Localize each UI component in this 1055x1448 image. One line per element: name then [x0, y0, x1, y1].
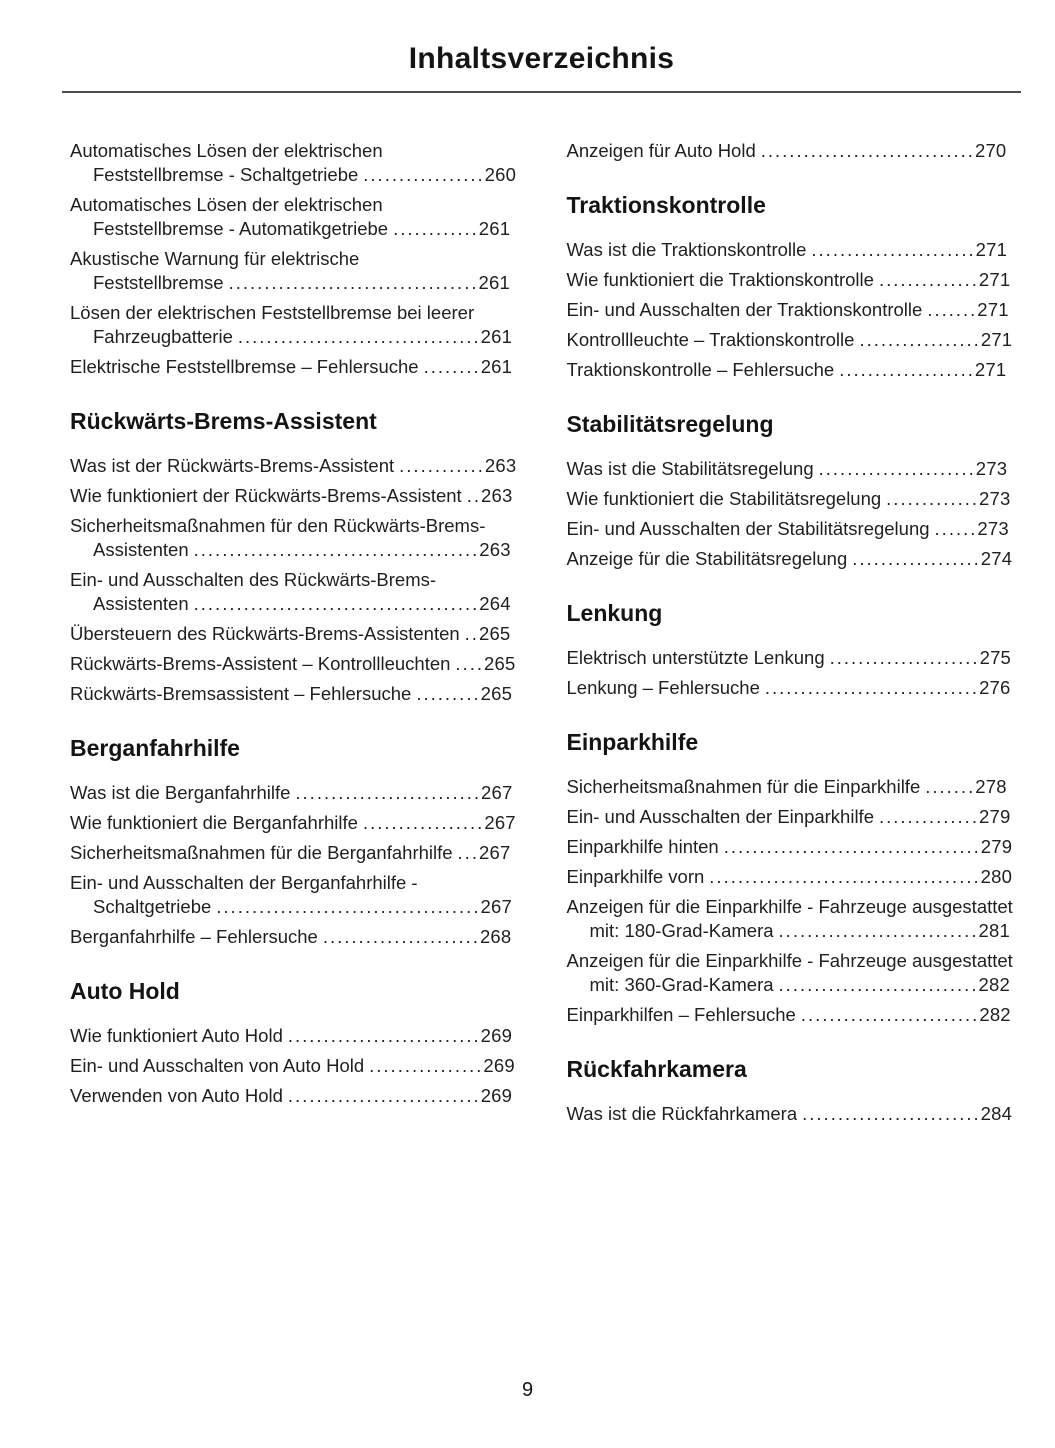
entry-title: Lenkung – Fehlersuche [566, 677, 760, 698]
entry-page: 271 [978, 269, 1011, 290]
toc-entry [567, 895, 1014, 943]
dot-leader: .......................... [295, 782, 482, 803]
dot-leader: ...... [934, 518, 978, 539]
dot-leader: ................. [363, 164, 485, 185]
entry-title: Traktionskontrolle – Fehlersuche [566, 359, 835, 380]
toc-entry [567, 238, 1014, 262]
toc-entry [70, 1084, 517, 1108]
entry-page: 261 [478, 218, 511, 239]
toc-entry [70, 841, 517, 865]
entry-title: Ein- und Ausschalten der Traktionskontrolle [566, 299, 923, 320]
entry-page: 270 [974, 140, 1007, 161]
entry-page: 273 [977, 518, 1009, 539]
entry-page: 265 [483, 653, 516, 674]
toc-entry [567, 676, 1014, 700]
toc-entry [567, 949, 1014, 997]
entry-title: Ein- und Ausschalten der Einparkhilfe [566, 806, 874, 827]
entry-page: 274 [980, 548, 1013, 569]
dot-leader: .................. [852, 548, 981, 569]
dot-leader: ............. [886, 488, 979, 509]
dot-leader: ............ [399, 455, 485, 476]
toc-entry [70, 193, 517, 241]
toc-entry [70, 1054, 517, 1078]
entry-page: 269 [480, 1085, 513, 1106]
entry-page: 278 [975, 776, 1007, 797]
entry-page: 267 [484, 812, 516, 833]
entry-page: 271 [977, 299, 1009, 320]
dot-leader: ...................................... [709, 866, 981, 887]
entry-page: 281 [978, 920, 1010, 941]
entry-page: 280 [980, 866, 1013, 887]
entry-page: 263 [479, 539, 511, 560]
dot-leader: ................. [859, 329, 981, 350]
entry-page: 269 [480, 1025, 513, 1046]
entry-title: Einparkhilfen – Fehlersuche [566, 1004, 796, 1025]
entry-page: 284 [980, 1103, 1013, 1124]
toc-entry [70, 139, 517, 187]
entry-page: 265 [478, 623, 511, 644]
entry-page: 271 [980, 329, 1013, 350]
dot-leader: ...................... [818, 458, 976, 479]
dot-leader: ..................................... [216, 896, 481, 917]
entry-page: 282 [978, 974, 1010, 995]
entry-page: 276 [979, 677, 1011, 698]
toc-entry [567, 487, 1014, 511]
toc-entry [70, 811, 517, 835]
entry-title: Ein- und Ausschalten der Berganfahrhilfe - Schaltgetriebe [70, 872, 418, 917]
entry-page: 279 [978, 806, 1011, 827]
dot-leader: ... [457, 842, 479, 863]
entry-page: 269 [483, 1055, 515, 1076]
entry-title: Elektrisch unterstützte Lenkung [566, 647, 825, 668]
entry-title: Wie funktioniert die Stabilitätsregelung [566, 488, 882, 509]
toc-entry [70, 652, 517, 676]
dot-leader: .............................. [764, 677, 980, 698]
toc-entry [567, 328, 1014, 352]
entry-title: Einparkhilfe hinten [566, 836, 719, 857]
entry-title: Elektrische Feststellbremse – Fehlersuche [70, 356, 419, 377]
entry-page: 273 [975, 458, 1008, 479]
toc-entry [567, 865, 1014, 889]
dot-leader: ........................... [287, 1025, 481, 1046]
toc-entry [567, 805, 1014, 829]
section-heading: Stabilitätsregelung [566, 411, 774, 437]
entry-page: 282 [979, 1004, 1011, 1025]
toc-entry [567, 835, 1014, 859]
entry-title: Anzeigen für die Einparkhilfe - Fahrzeuge ausgestattet mit: 360-Grad-Kamera [566, 950, 1013, 995]
entry-title: Rückwärts-Bremsassistent – Fehlersuche [70, 683, 412, 704]
toc-entry [567, 298, 1014, 322]
dot-leader: ........................................ [193, 539, 480, 560]
toc-entry [70, 682, 517, 706]
dot-leader: ................ [369, 1055, 484, 1076]
page-title: Inhaltsverzeichnis [408, 42, 675, 75]
entry-title: Ein- und Ausschalten von Auto Hold [70, 1055, 365, 1076]
section-heading: Einparkhilfe [566, 729, 699, 755]
entry-page: 267 [481, 782, 513, 803]
section-heading: Berganfahrhilfe [70, 735, 240, 761]
dot-leader: ........................... [287, 1085, 481, 1106]
title-divider [62, 91, 1021, 93]
entry-title: Anzeigen für Auto Hold [566, 140, 756, 161]
entry-page: 264 [479, 593, 511, 614]
toc-entry [70, 871, 517, 919]
toc-entry [567, 457, 1014, 481]
dot-leader: ................. [362, 812, 485, 833]
toc-entry [567, 775, 1014, 799]
toc-entry [70, 1024, 517, 1048]
dot-leader: .............. [878, 269, 979, 290]
entry-title: Sicherheitsmaßnahmen für die Berganfahrhilfe [70, 842, 453, 863]
entry-page: 267 [478, 842, 511, 863]
section-heading: Rückfahrkamera [566, 1056, 747, 1082]
entry-title: Sicherheitsmaßnahmen für den Rückwärts-Brems-Assistenten [70, 515, 486, 560]
entry-title: Wie funktioniert der Rückwärts-Brems-Assistent [70, 485, 462, 506]
toc-column-left [70, 139, 517, 1132]
toc-entry [70, 622, 517, 646]
entry-title: Anzeigen für die Einparkhilfe - Fahrzeuge ausgestattet mit: 180-Grad-Kamera [566, 896, 1013, 941]
dot-leader: .................................. [237, 326, 481, 347]
dot-leader: .............................. [760, 140, 975, 161]
entry-title: Was ist die Stabilitätsregelung [566, 458, 814, 479]
dot-leader: ....................... [811, 239, 976, 260]
dot-leader: .................................... [723, 836, 981, 857]
dot-leader: .............. [879, 806, 979, 827]
dot-leader: ....... [927, 299, 978, 320]
toc-entry [70, 568, 517, 616]
entry-page: 279 [980, 836, 1013, 857]
entry-title: Ein- und Ausschalten des Rückwärts-Brems-Assistenten [70, 569, 437, 614]
toc-entry [567, 547, 1014, 571]
toc-entry [70, 355, 517, 379]
entry-title: Anzeige für die Stabilitätsregelung [566, 548, 848, 569]
page-number: 9 [521, 1379, 534, 1401]
entry-title: Automatisches Lösen der elektrischen Feststellbremse - Automatikgetriebe [70, 194, 389, 239]
entry-page: 261 [480, 356, 513, 377]
entry-title: Wie funktioniert Auto Hold [70, 1025, 283, 1046]
dot-leader: ............................ [778, 920, 979, 941]
entry-title: Was ist die Berganfahrhilfe [70, 782, 291, 803]
dot-leader: ........ [423, 356, 481, 377]
section-heading: Auto Hold [70, 978, 180, 1004]
toc-entry [567, 139, 1014, 163]
dot-leader: ................................... [228, 272, 479, 293]
entry-title: Verwenden von Auto Hold [70, 1085, 283, 1106]
entry-title: Einparkhilfe vorn [566, 866, 705, 887]
dot-leader: ......................... [800, 1004, 980, 1025]
entry-title: Lösen der elektrischen Feststellbremse bei leerer Fahrzeugbatterie [70, 302, 475, 347]
toc-entry [70, 454, 517, 478]
page-header [70, 42, 1013, 93]
entry-title: Akustische Warnung für elektrische Feststellbremse [70, 248, 360, 293]
toc-entry [567, 646, 1014, 670]
dot-leader: ..................... [829, 647, 980, 668]
toc-entry [70, 247, 517, 295]
section-heading: Traktionskontrolle [566, 192, 766, 218]
entry-page: 273 [979, 488, 1011, 509]
toc-entry [567, 268, 1014, 292]
entry-title: Automatisches Lösen der elektrischen Feststellbremse - Schaltgetriebe [70, 140, 383, 185]
dot-leader: ............ [393, 218, 479, 239]
dot-leader: ................... [839, 359, 975, 380]
toc-column-right [567, 139, 1014, 1132]
entry-title: Wie funktioniert die Berganfahrhilfe [70, 812, 358, 833]
dot-leader: .... [455, 653, 484, 674]
entry-page: 268 [479, 926, 512, 947]
entry-title: Was ist der Rückwärts-Brems-Assistent [70, 455, 395, 476]
entry-title: Übersteuern des Rückwärts-Brems-Assistenten [70, 623, 460, 644]
entry-page: 261 [480, 326, 513, 347]
dot-leader: ........................................ [193, 593, 480, 614]
toc-entry [70, 781, 517, 805]
dot-leader: .. [464, 623, 479, 644]
entry-title: Ein- und Ausschalten der Stabilitätsregelung [566, 518, 930, 539]
entry-title: Wie funktioniert die Traktionskontrolle [566, 269, 874, 290]
toc-entry [70, 301, 517, 349]
dot-leader: ....... [925, 776, 976, 797]
toc-entry [70, 925, 517, 949]
entry-page: 265 [480, 683, 513, 704]
dot-leader: ............................ [778, 974, 979, 995]
entry-page: 263 [480, 485, 513, 506]
entry-page: 271 [975, 239, 1008, 260]
toc-entry [70, 514, 517, 562]
dot-leader: ......... [416, 683, 481, 704]
toc-entry [567, 1003, 1014, 1027]
entry-title: Rückwärts-Brems-Assistent – Kontrollleuchten [70, 653, 451, 674]
section-heading: Lenkung [566, 600, 663, 626]
entry-page: 260 [484, 164, 517, 185]
entry-page: 261 [478, 272, 510, 293]
entry-title: Sicherheitsmaßnahmen für die Einparkhilfe [566, 776, 921, 797]
dot-leader: ......................... [802, 1103, 981, 1124]
section-heading: Rückwärts-Brems-Assistent [70, 408, 377, 434]
entry-page: 275 [979, 647, 1012, 668]
toc-entry [70, 484, 517, 508]
entry-title: Berganfahrhilfe – Fehlersuche [70, 926, 318, 947]
entry-title: Was ist die Rückfahrkamera [566, 1103, 798, 1124]
toc [70, 139, 1013, 1132]
toc-entry [567, 517, 1014, 541]
dot-leader: .. [466, 485, 481, 506]
entry-title: Kontrollleuchte – Traktionskontrolle [566, 329, 855, 350]
entry-title: Was ist die Traktionskontrolle [566, 239, 807, 260]
entry-page: 263 [484, 455, 517, 476]
entry-page: 267 [480, 896, 512, 917]
toc-entry [567, 358, 1014, 382]
toc-entry [567, 1102, 1014, 1126]
dot-leader: ...................... [322, 926, 480, 947]
entry-page: 271 [974, 359, 1007, 380]
